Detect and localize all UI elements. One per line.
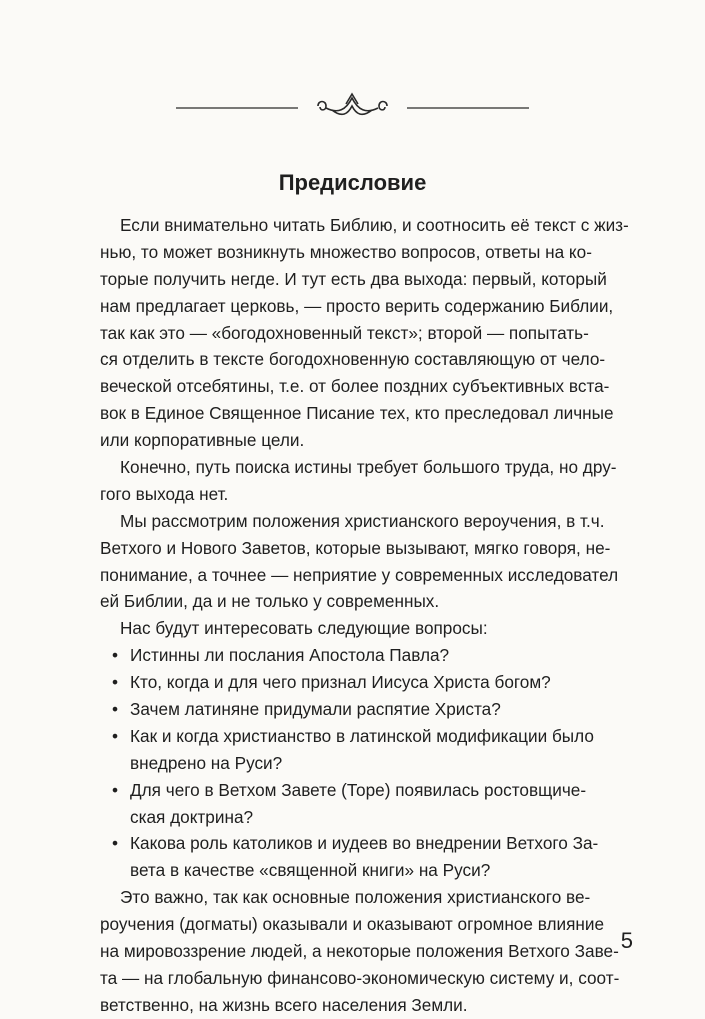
text-line: вок в Единое Священное Писание тех, кто преследовал личные <box>100 403 614 424</box>
list-item-text: Какова роль католиков и иудеев во внедрении Ветхого За- <box>130 833 599 854</box>
text-line: роучения (догматы) оказывали и оказывают огромное влияние <box>100 914 605 935</box>
list-item <box>100 830 640 857</box>
list-item <box>100 669 640 696</box>
list-item-continuation: внедрено на Руси? <box>130 752 283 773</box>
text-line: ветственно, на жизнь всего населения Земли. <box>100 994 468 1015</box>
bullet-icon: • <box>112 833 119 854</box>
list-item-text: Для чего в Ветхом Завете (Торе) появилась ростовщиче- <box>130 779 587 800</box>
text-line: Конечно, путь поиска истины требует большого труда, но дру- <box>120 457 617 478</box>
text-line: торые получить негде. И тут есть два выхода: первый, который <box>100 268 607 289</box>
list-item-text: Зачем латиняне придумали распятие Христа? <box>130 699 501 720</box>
decorative-ornament <box>0 88 705 128</box>
bullet-icon: • <box>112 779 119 800</box>
text-line: ся отделить в тексте богодохновенную составляющую от чело- <box>100 349 606 370</box>
bullet-icon: • <box>112 699 119 720</box>
bullet-icon: • <box>112 725 119 746</box>
list-item-continuation: вета в качестве «священной книги» на Руси? <box>130 860 491 881</box>
list-item-continuation: ская доктрина? <box>130 806 254 827</box>
bullet-icon: • <box>112 645 119 666</box>
page-number: 5 <box>620 928 633 953</box>
text-line: на мировоззрение людей, а некоторые положения Ветхого Заве- <box>100 941 619 962</box>
text-line: Если внимательно читать Библию, и соотносить её текст с жиз- <box>120 215 629 235</box>
text-line: Мы рассмотрим положения христианского вероучения, в т.ч. <box>120 510 605 531</box>
text-line: понимание, а точнее — неприятие у современных исследовател <box>100 564 619 585</box>
text-line: гого выхода нет. <box>100 483 229 504</box>
text-line: Это важно, так как основные положения христианского ве- <box>120 887 591 908</box>
preface-body <box>100 212 640 1019</box>
text-line: Ветхого и Нового Заветов, которые вызывают, мягко говоря, не- <box>100 537 611 558</box>
list-item <box>100 642 640 669</box>
list-item-text: Истинны ли послания Апостола Павла? <box>130 645 450 666</box>
text-line: Нас будут интересовать следующие вопросы: <box>120 618 488 639</box>
list-item <box>100 696 640 723</box>
text-line: та — на глобальную финансово-экономическую систему и, соот- <box>100 967 620 988</box>
text-line: веческой отсебятины, т.е. от более поздних субъективных вста- <box>100 376 610 397</box>
bullet-icon: • <box>112 672 119 693</box>
text-line: или корпоративные цели. <box>100 430 305 451</box>
text-line: нам предлагает церковь, — просто верить содержанию Библии, <box>100 295 614 316</box>
text-line: ей Библии, да и не только у современных. <box>100 591 440 612</box>
text-line: нью, то может возникнуть множество вопросов, ответы на ко- <box>100 241 592 262</box>
page-title: Предисловие <box>278 170 427 195</box>
list-item <box>100 723 640 750</box>
text-line: так как это — «богодохновенный текст»; второй — попытать- <box>100 322 589 343</box>
list-item-text: Кто, когда и для чего признал Иисуса Христа богом? <box>130 672 551 693</box>
list-item-text: Как и когда христианство в латинской модификации было <box>130 725 594 746</box>
list-item <box>100 777 640 804</box>
